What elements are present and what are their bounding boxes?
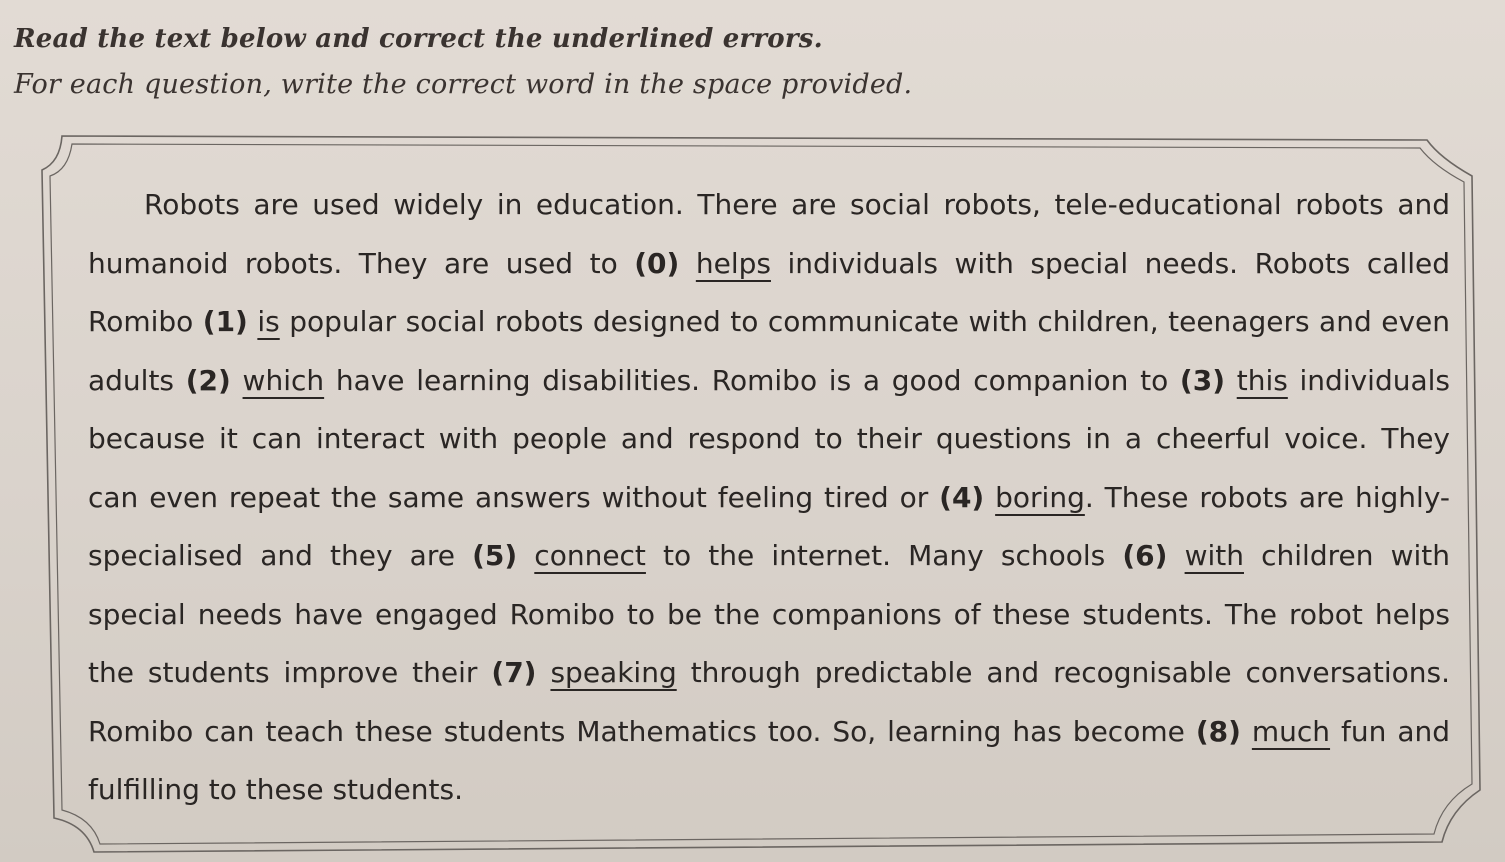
passage-line-11: fulfilling to these students. [88,773,463,806]
passage-line-6 [88,469,1450,528]
question-number-8: (8) [1195,714,1241,748]
underlined-error-2: which [242,363,325,397]
underlined-error-0: helps [695,246,771,280]
question-number-6: (6) [1122,539,1168,572]
passage-line-7 [88,527,1450,586]
question-number-5: (5) [472,539,518,572]
instruction-line-2: For each question, write the correct word in the space provided. [14,69,913,100]
passage-line-10 [88,703,1450,762]
passage-line-4 [88,352,1450,411]
passage-text: children with [1244,539,1451,572]
question-number-4: (4) [939,480,985,514]
passage-text: popular social robots designed to communicate with children, teenagers and even [279,305,1450,338]
passage-line-9 [88,644,1450,703]
passage-text: Romibo [88,305,203,338]
question-number-7: (7) [491,656,537,689]
question-number-3: (3) [1179,363,1225,397]
passage-line-2 [88,235,1450,294]
underlined-error-6: with [1184,539,1244,572]
passage-text: Romibo can teach these students Mathematics too. So, learning has become [88,714,1196,748]
passage-text: adults [88,363,186,397]
underlined-error-5: connect [534,539,646,572]
passage-line-3 [88,293,1450,352]
passage-line-5: because it can interact with people and respond to their questions in a cheerful voice. They [88,422,1450,455]
underlined-error-3: this [1236,363,1288,397]
instruction-line-1: Read the text below and correct the underlined errors. [14,24,823,54]
passage-text: humanoid robots. They are used to [88,246,635,280]
question-number-1: (1) [202,305,248,338]
passage-text: to the internet. Many schools [645,539,1123,572]
passage-text: the students improve their [88,656,492,689]
underlined-error-1: is [257,305,280,338]
passage-text: through predictable and recognisable conversations. [676,656,1450,689]
underlined-error-4: boring [995,480,1085,514]
passage-text: have learning disabilities. Romibo is a good companion to [324,363,1180,397]
question-number-2: (2) [185,363,231,397]
passage-text: individuals [1287,363,1450,397]
passage-text: fun and [1330,714,1451,748]
passage-line-8: special needs have engaged Romibo to be the companions of these students. The robot helps [88,597,1450,631]
passage-text: individuals with special needs. Robots called [770,246,1451,280]
passage-text: can even repeat the same answers without feeling tired or [88,480,940,514]
instructions [14,16,1114,108]
underlined-error-7: speaking [550,656,677,689]
passage-text: . These robots are highly- [1084,480,1450,514]
passage-line-1: Robots are used widely in education. There are social robots, tele-educational robots and [144,188,1450,221]
underlined-error-8: much [1251,714,1331,748]
passage [88,176,1450,820]
passage-text: specialised and they are [88,539,473,572]
question-number-0: (0) [634,246,680,280]
